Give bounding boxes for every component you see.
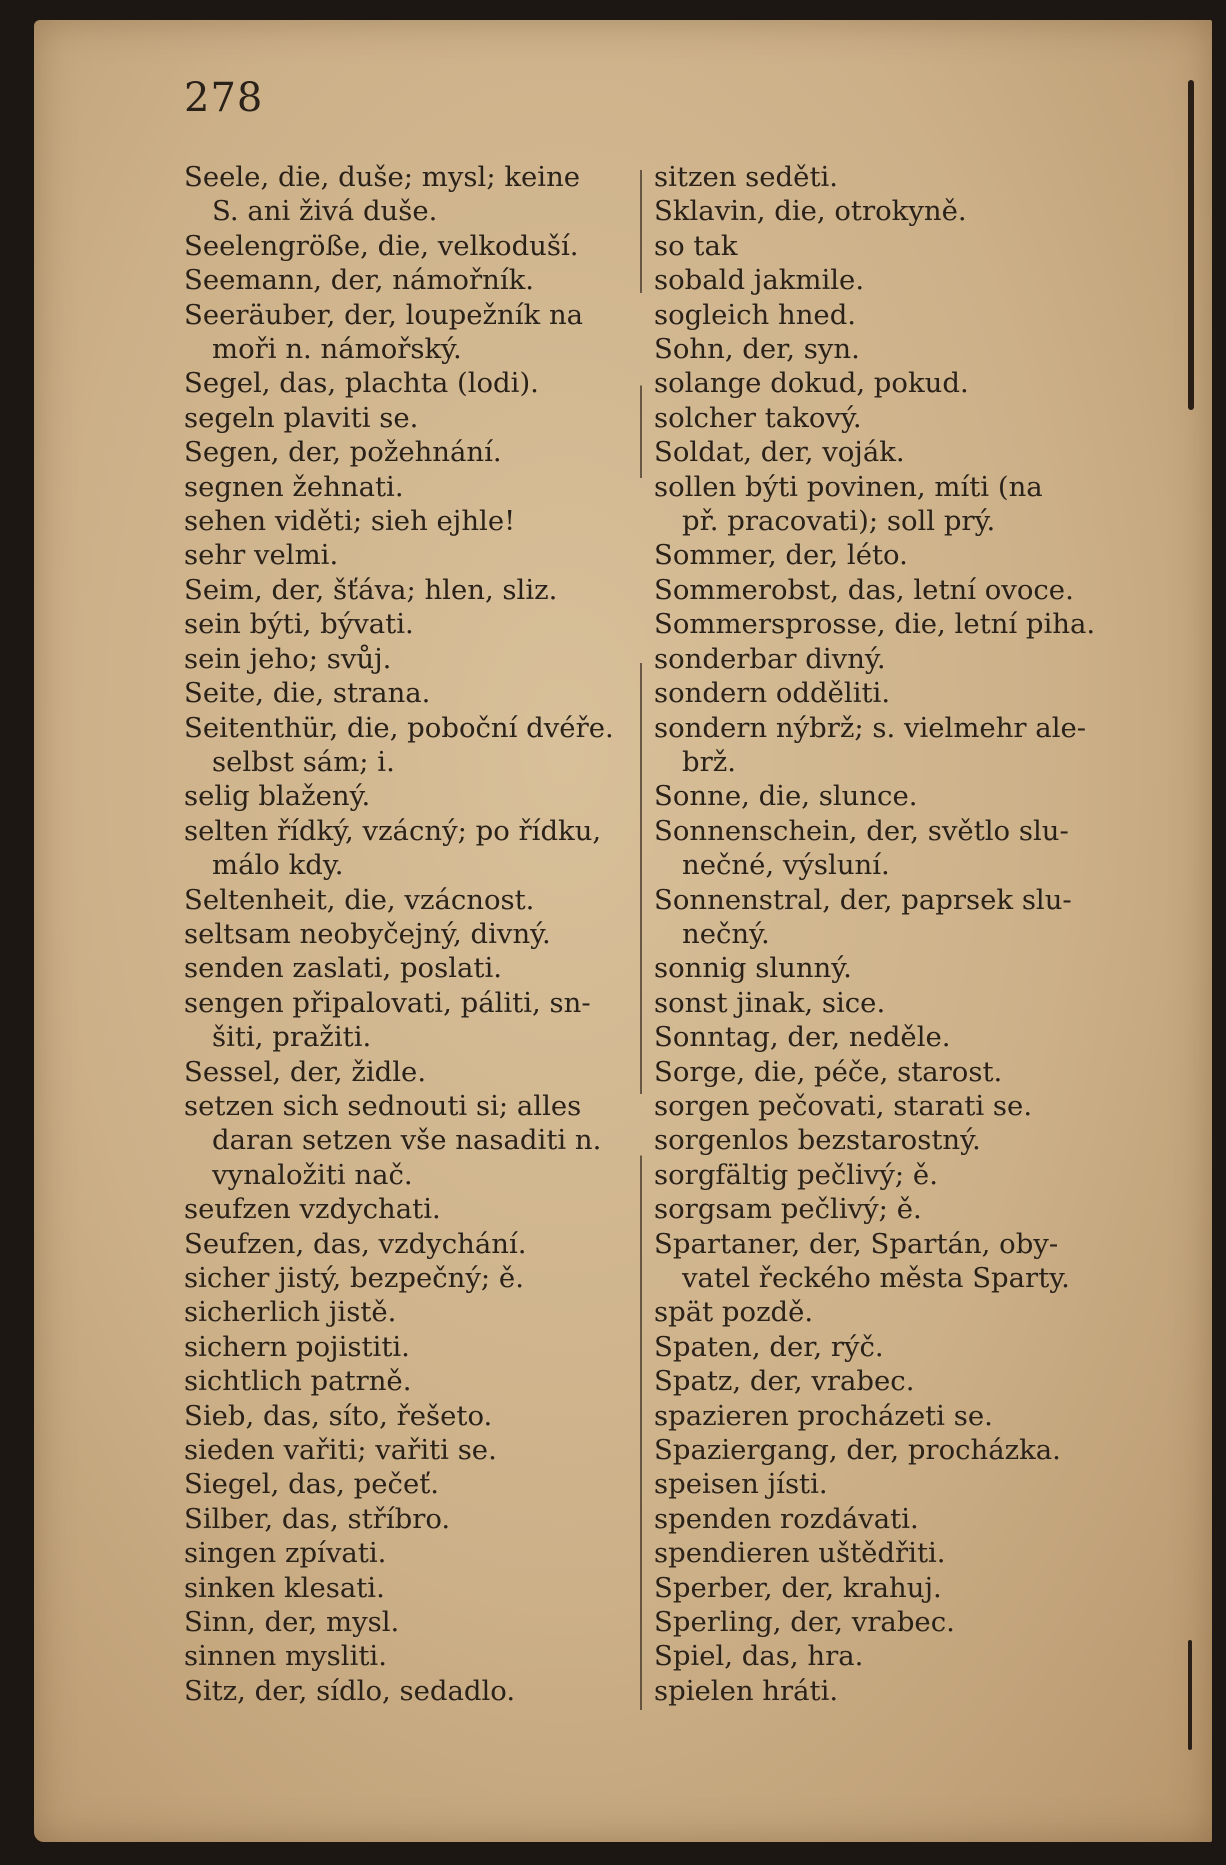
dictionary-entry-line: Sohn, der, syn.	[654, 333, 860, 366]
dictionary-entry-line: vynaložiti nač.	[212, 1158, 413, 1191]
dictionary-entry-line: sieden vařiti; vařiti se.	[184, 1434, 497, 1467]
dictionary-entry-line: Segel, das, plachta (lodi).	[184, 367, 539, 400]
dictionary-entry-line: sorgen pečovati, starati se.	[654, 1089, 1033, 1122]
dictionary-entry-line: setzen sich sednouti si; alles	[184, 1089, 582, 1122]
dictionary-entry-line: sollen býti povinen, míti (na	[654, 470, 1043, 503]
dictionary-entry-line: solange dokud, pokud.	[654, 367, 969, 400]
dictionary-entry-line: Sieb, das, síto, řešeto.	[184, 1399, 493, 1432]
dictionary-entry-line: Segen, der, požehnání.	[184, 436, 502, 469]
dictionary-entry-line: Seeräuber, der, loupežník na	[184, 298, 584, 331]
dictionary-entry-line: Sonnenstral, der, paprsek slu-	[654, 883, 1072, 916]
dictionary-entry-line: Siegel, das, pečeť.	[184, 1468, 440, 1501]
dictionary-entry-line: sein býti, bývati.	[184, 608, 414, 641]
dictionary-entry-line: Seele, die, duše; mysl; keine	[184, 161, 581, 193]
dictionary-entry-line: Sperber, der, krahuj.	[654, 1571, 942, 1604]
dictionary-entry-line: sinnen mysliti.	[184, 1640, 387, 1673]
dictionary-entry-line: moři n. námořský.	[212, 333, 462, 366]
dictionary-entry-line: Spatz, der, vrabec.	[654, 1365, 915, 1398]
dictionary-entry-line: sorgsam pečlivý; ě.	[654, 1193, 922, 1226]
dictionary-entry-line: Sonnenschein, der, světlo slu-	[654, 814, 1069, 847]
dictionary-entry-line: selig blažený.	[184, 780, 371, 813]
dictionary-entry-line: vatel řeckého města Sparty.	[682, 1262, 1070, 1294]
dictionary-entry-line: Seelengröße, die, velkoduší.	[184, 229, 579, 262]
dictionary-entry-line: selten řídký, vzácný; po řídku,	[184, 814, 602, 847]
dictionary-entry-line: sicherlich jistě.	[184, 1296, 397, 1329]
dictionary-entry-line: sondern odděliti.	[654, 677, 891, 710]
dictionary-entry-line: sehr velmi.	[184, 539, 339, 572]
page-number: 278	[184, 75, 264, 121]
dictionary-entry-line: sicher jistý, bezpečný; ě.	[184, 1262, 524, 1294]
dictionary-entry-line: daran setzen vše nasaditi n.	[212, 1124, 602, 1157]
book-page	[34, 20, 1212, 1842]
dictionary-entry-line: sinken klesati.	[184, 1571, 385, 1604]
dictionary-entry-line: S. ani živá duše.	[212, 195, 438, 228]
dictionary-entry-line: Sommerobst, das, letní ovoce.	[654, 573, 1074, 606]
dictionary-entry-line: Spaziergang, der, procházka.	[654, 1434, 1061, 1467]
dictionary-entry-line: Sinn, der, mysl.	[184, 1606, 400, 1639]
dictionary-entry-line: sonnig slunný.	[654, 952, 852, 985]
dictionary-entry-line: sorgenlos bezstarostný.	[654, 1124, 981, 1157]
dictionary-entry-line: selbst sám; i.	[212, 745, 395, 778]
dictionary-entry-line: sonderbar divný.	[654, 642, 886, 675]
dictionary-entry-line: Seltenheit, die, vzácnost.	[184, 883, 535, 916]
dictionary-entry-line: sorgfältig pečlivý; ě.	[654, 1158, 938, 1191]
dictionary-entry-line: segnen žehnati.	[184, 470, 404, 503]
dictionary-entry-line: př. pracovati); soll prý.	[682, 505, 996, 538]
binding-edge	[1188, 80, 1194, 410]
dictionary-entry-line: Seemann, der, námořník.	[184, 264, 535, 297]
dictionary-entry-line: Sommer, der, léto.	[654, 539, 908, 572]
dictionary-entry-line: sondern nýbrž; s. vielmehr ale-	[654, 711, 1087, 744]
dictionary-entry-line: spendieren uštědřiti.	[654, 1537, 946, 1570]
dictionary-entry-line: Silber, das, stříbro.	[184, 1502, 451, 1535]
dictionary-entry-line: Soldat, der, voják.	[654, 436, 905, 469]
right-column	[654, 160, 1102, 1708]
dictionary-entry-line: speisen jísti.	[654, 1468, 828, 1501]
dictionary-entry-line: Spaten, der, rýč.	[654, 1330, 884, 1363]
dictionary-entry-line: seufzen vzdychati.	[184, 1193, 441, 1226]
dictionary-entry-line: sichern pojistiti.	[184, 1330, 410, 1363]
dictionary-entry-line: Sonntag, der, neděle.	[654, 1021, 951, 1054]
dictionary-entry-line: spät pozdě.	[654, 1296, 814, 1329]
dictionary-entry-line: solcher takový.	[654, 401, 862, 434]
dictionary-entry-line: seltsam neobyčejný, divný.	[184, 917, 551, 950]
dictionary-entry-line: Sommersprosse, die, letní piha.	[654, 608, 1096, 641]
dictionary-entry-line: Seim, der, šťáva; hlen, sliz.	[184, 573, 558, 606]
dictionary-entry-line: nečný.	[682, 917, 770, 950]
dictionary-entry-line: Sperling, der, vrabec.	[654, 1606, 955, 1639]
dictionary-entry-line: Sorge, die, péče, starost.	[654, 1055, 1003, 1088]
dictionary-entry-line: sobald jakmile.	[654, 264, 865, 297]
dictionary-entry-line: Sessel, der, židle.	[184, 1055, 427, 1088]
dictionary-entry-line: sehen viděti; sieh ejhle!	[184, 505, 516, 538]
dictionary-entry-line: spenden rozdávati.	[654, 1502, 919, 1535]
dictionary-entry-line: Spartaner, der, Spartán, oby-	[654, 1227, 1059, 1260]
dictionary-entry-line: sein jeho; svůj.	[184, 642, 392, 675]
dictionary-entry-line: spazieren procházeti se.	[654, 1399, 993, 1432]
left-column	[184, 160, 632, 1708]
dictionary-entry-line: sonst jinak, sice.	[654, 986, 886, 1019]
dictionary-entry-line: singen zpívati.	[184, 1537, 387, 1570]
binding-edge	[1188, 1640, 1192, 1750]
dictionary-entry-line: Seufzen, das, vzdychání.	[184, 1227, 527, 1260]
dictionary-entry-line: brž.	[682, 745, 736, 778]
dictionary-entry-line: sogleich hned.	[654, 298, 857, 331]
dictionary-entry-line: Seite, die, strana.	[184, 677, 431, 710]
dictionary-entry-line: Spiel, das, hra.	[654, 1640, 864, 1673]
dictionary-entry-line: spielen hráti.	[654, 1674, 839, 1707]
dictionary-entry-line: Sitz, der, sídlo, sedadlo.	[184, 1674, 516, 1707]
dictionary-entry-line: senden zaslati, poslati.	[184, 952, 502, 985]
dictionary-entry-line: Sonne, die, slunce.	[654, 780, 918, 813]
dictionary-entry-line: sitzen seděti.	[654, 161, 839, 193]
dictionary-entry-line: so tak	[654, 229, 738, 262]
dictionary-entry-line: šiti, pražiti.	[212, 1021, 372, 1054]
dictionary-entry-line: Sklavin, die, otrokyně.	[654, 195, 967, 228]
dictionary-entry-line: málo kdy.	[212, 849, 344, 882]
dictionary-entry-line: nečné, výsluní.	[682, 849, 890, 882]
column-divider	[640, 170, 642, 1710]
dictionary-entry-line: sengen připalovati, páliti, sn-	[184, 986, 591, 1019]
dictionary-entry-line: Seitenthür, die, poboční dvéře.	[184, 711, 614, 744]
dictionary-entry-line: sichtlich patrně.	[184, 1365, 412, 1398]
dictionary-entry-line: segeln plaviti se.	[184, 401, 419, 434]
